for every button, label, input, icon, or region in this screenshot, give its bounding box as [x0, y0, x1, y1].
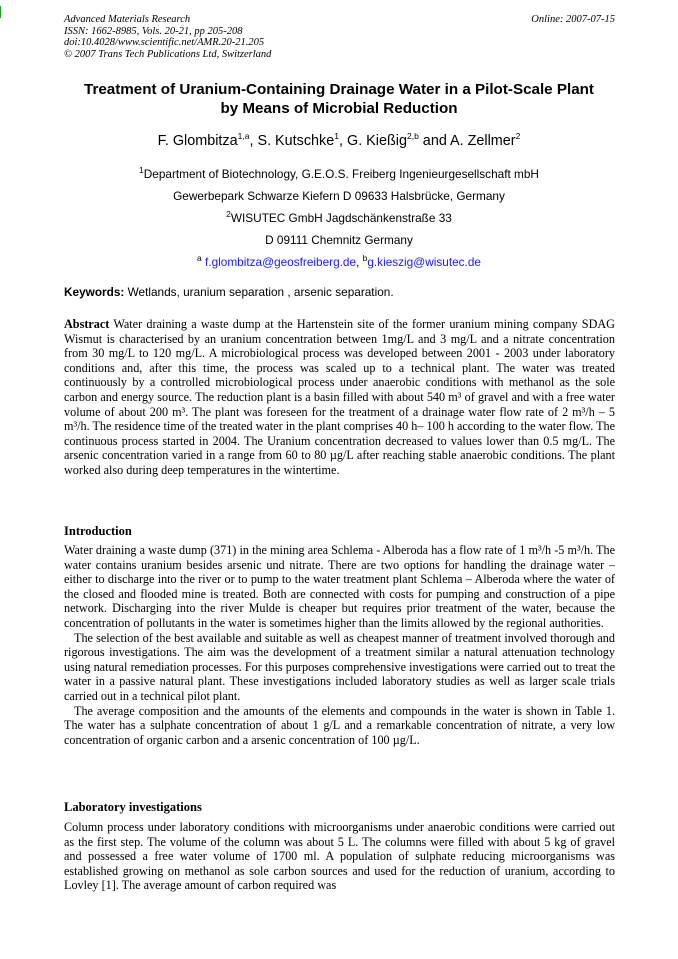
section-heading-laboratory: Laboratory investigations — [64, 800, 202, 814]
journal-copyright: © 2007 Trans Tech Publications Ltd, Switzerland — [64, 48, 272, 60]
author-affiliation-mark: 2,b — [406, 131, 419, 142]
paper-title-line-2: by Means of Microbial Reduction — [220, 100, 458, 117]
abstract — [64, 317, 615, 478]
abstract-text: Water draining a waste dump at the Hartenstein site of the former uranium mining company SDAG Wismut is characterised by an uranium concentration between 1mg/L and 3 mg/L and a nitrate concentration from 30 mg/L to 120 mg/L. A microbiological process was developed between 2001 - 2003 under laboratory conditions and, after this time, the process was scaled up to a technical plant. The water was treated continuously by a controlled microbiological process under anaerobic conditions with methanol as the sole carbon and energy source. The reduction plant is a basin filled with about 540 m³ of gravel and with a free water volume of about 200 m³. The plant was foreseen for the treatment of a drainage water flow rate of 2 m³/h – 5 m³/h. The residence time of the treated water in the plant comprises 40 h– 100 h according to the water flow. The continuous process started in 2004. The Uranium concentration decreased to values lower than 0.5 mg/L. The arsenic concentration varied in a range from 60 to 80 µg/L after reaching stable anaerobic conditions. The plant worked also during deep temperatures in the wintertime. — [64, 317, 616, 477]
introduction-body — [64, 543, 615, 747]
keywords-text: Wetlands, uranium separation , arsenic separation. — [124, 285, 394, 299]
author-list — [30, 132, 648, 150]
email-line — [30, 255, 648, 269]
paragraph: Water draining a waste dump (371) in the mining area Schlema - Alberoda has a flow rate of 1 m³/h -5 m³/h. The water contains uranium besides arsenic und nitrate. There are two options for handling the drainage water – either to discharge into the river or to pump to the water treatment plant Schlema – Alberoda where the water of the closed and flooded mine is treated. Both are connected with costs for pumping and construction of a pipe network. Discharging into the river Mulde is cheaper but requires prior treatment of the water, because the concentration of pollutants in the water is sometimes higher than the limits allowed by the regional authorities. — [64, 543, 615, 630]
paragraph: Column process under laboratory conditions with microorganisms under anaerobic conditions were carried out as the first step. The volume of the column was about 5 L. The columns were filled with about 5 kg of gravel and possessed a free water volume of 1700 ml. A population of sulphate reducing microorganisms was established growing on methanol as sole carbon sources and used for the reduction of uranium, according to Lovley [1]. The average amount of carbon required was — [64, 820, 615, 893]
author-name: F. Glombitza — [157, 133, 238, 149]
author-name: , S. Kutschke — [249, 133, 335, 149]
affiliation-line — [30, 189, 648, 203]
online-date: Online: 2007-07-15 — [531, 14, 615, 25]
affiliation-line — [30, 233, 648, 247]
keywords-label: Keywords: — [64, 285, 125, 299]
author-name: and A. Zellmer — [418, 133, 516, 149]
affiliation-mark: 1 — [139, 165, 144, 176]
section-heading-introduction: Introduction — [64, 524, 132, 538]
affiliation-text: Department of Biotechnology, G.E.O.S. Freiberg Ingenieurgesellschaft mbH — [143, 167, 539, 181]
email-mark: a — [197, 253, 202, 264]
journal-doi: doi:10.4028/www.scientific.net/AMR.20-21.205 — [64, 37, 265, 48]
paper-title-line-1: Treatment of Uranium-Containing Drainage Water in a Pilot-Scale Plant — [84, 81, 594, 98]
email-link-glombitza[interactable]: f.glombitza@geosfreiberg.de — [205, 255, 357, 269]
author-affiliation-mark: 1,a — [237, 131, 250, 142]
email-separator: , — [356, 255, 363, 269]
affiliation-text: Gewerbepark Schwarze Kiefern D 09633 Halsbrücke, Germany — [173, 189, 505, 203]
journal-issn: ISSN: 1662-8985, Vols. 20-21, pp 205-208 — [64, 25, 243, 37]
affiliation-text: WISUTEC GmbH Jagdschänkenstraße 33 — [230, 211, 452, 225]
affiliation-line — [30, 167, 648, 181]
keywords — [64, 285, 615, 299]
journal-name: Advanced Materials Research — [64, 14, 191, 25]
affiliation-mark: 2 — [226, 209, 231, 220]
laboratory-body — [64, 820, 615, 893]
author-name: , G. Kießig — [339, 133, 407, 149]
author-affiliation-mark: 2 — [515, 131, 521, 142]
affiliation-text: D 09111 Chemnitz Germany — [265, 233, 413, 247]
paper-title — [40, 80, 638, 118]
abstract-label: Abstract — [64, 317, 110, 331]
author-affiliation-mark: 1 — [334, 131, 339, 142]
paragraph: The selection of the best available and suitable as well as cheapest manner of treatment involved thorough and rigorous investigations. The aim was the development of a treatment similar a natural attenuation technology using natural remediation processes. For this purposes comprehensive investigations were carried out to treat the water in a passive natural plant. These investigations included laboratory studies as well as larger scale trials carried out in a technical pilot plant. — [64, 630, 615, 703]
email-link-kieszig[interactable]: g.kieszig@wisutec.de — [367, 255, 481, 269]
paragraph: The average composition and the amounts of the elements and compounds in the water is shown in Table 1. The water has a sulphate concentration of about 1 g/L and a remarkable concentration of nitrate, a very low concentration of organic carbon and a arsenic concentration of 100 µg/L. — [64, 703, 615, 747]
email-mark: b — [362, 253, 368, 264]
journal-header — [64, 14, 615, 60]
page-edge-marker — [0, 6, 1, 18]
affiliation-line — [30, 211, 648, 225]
